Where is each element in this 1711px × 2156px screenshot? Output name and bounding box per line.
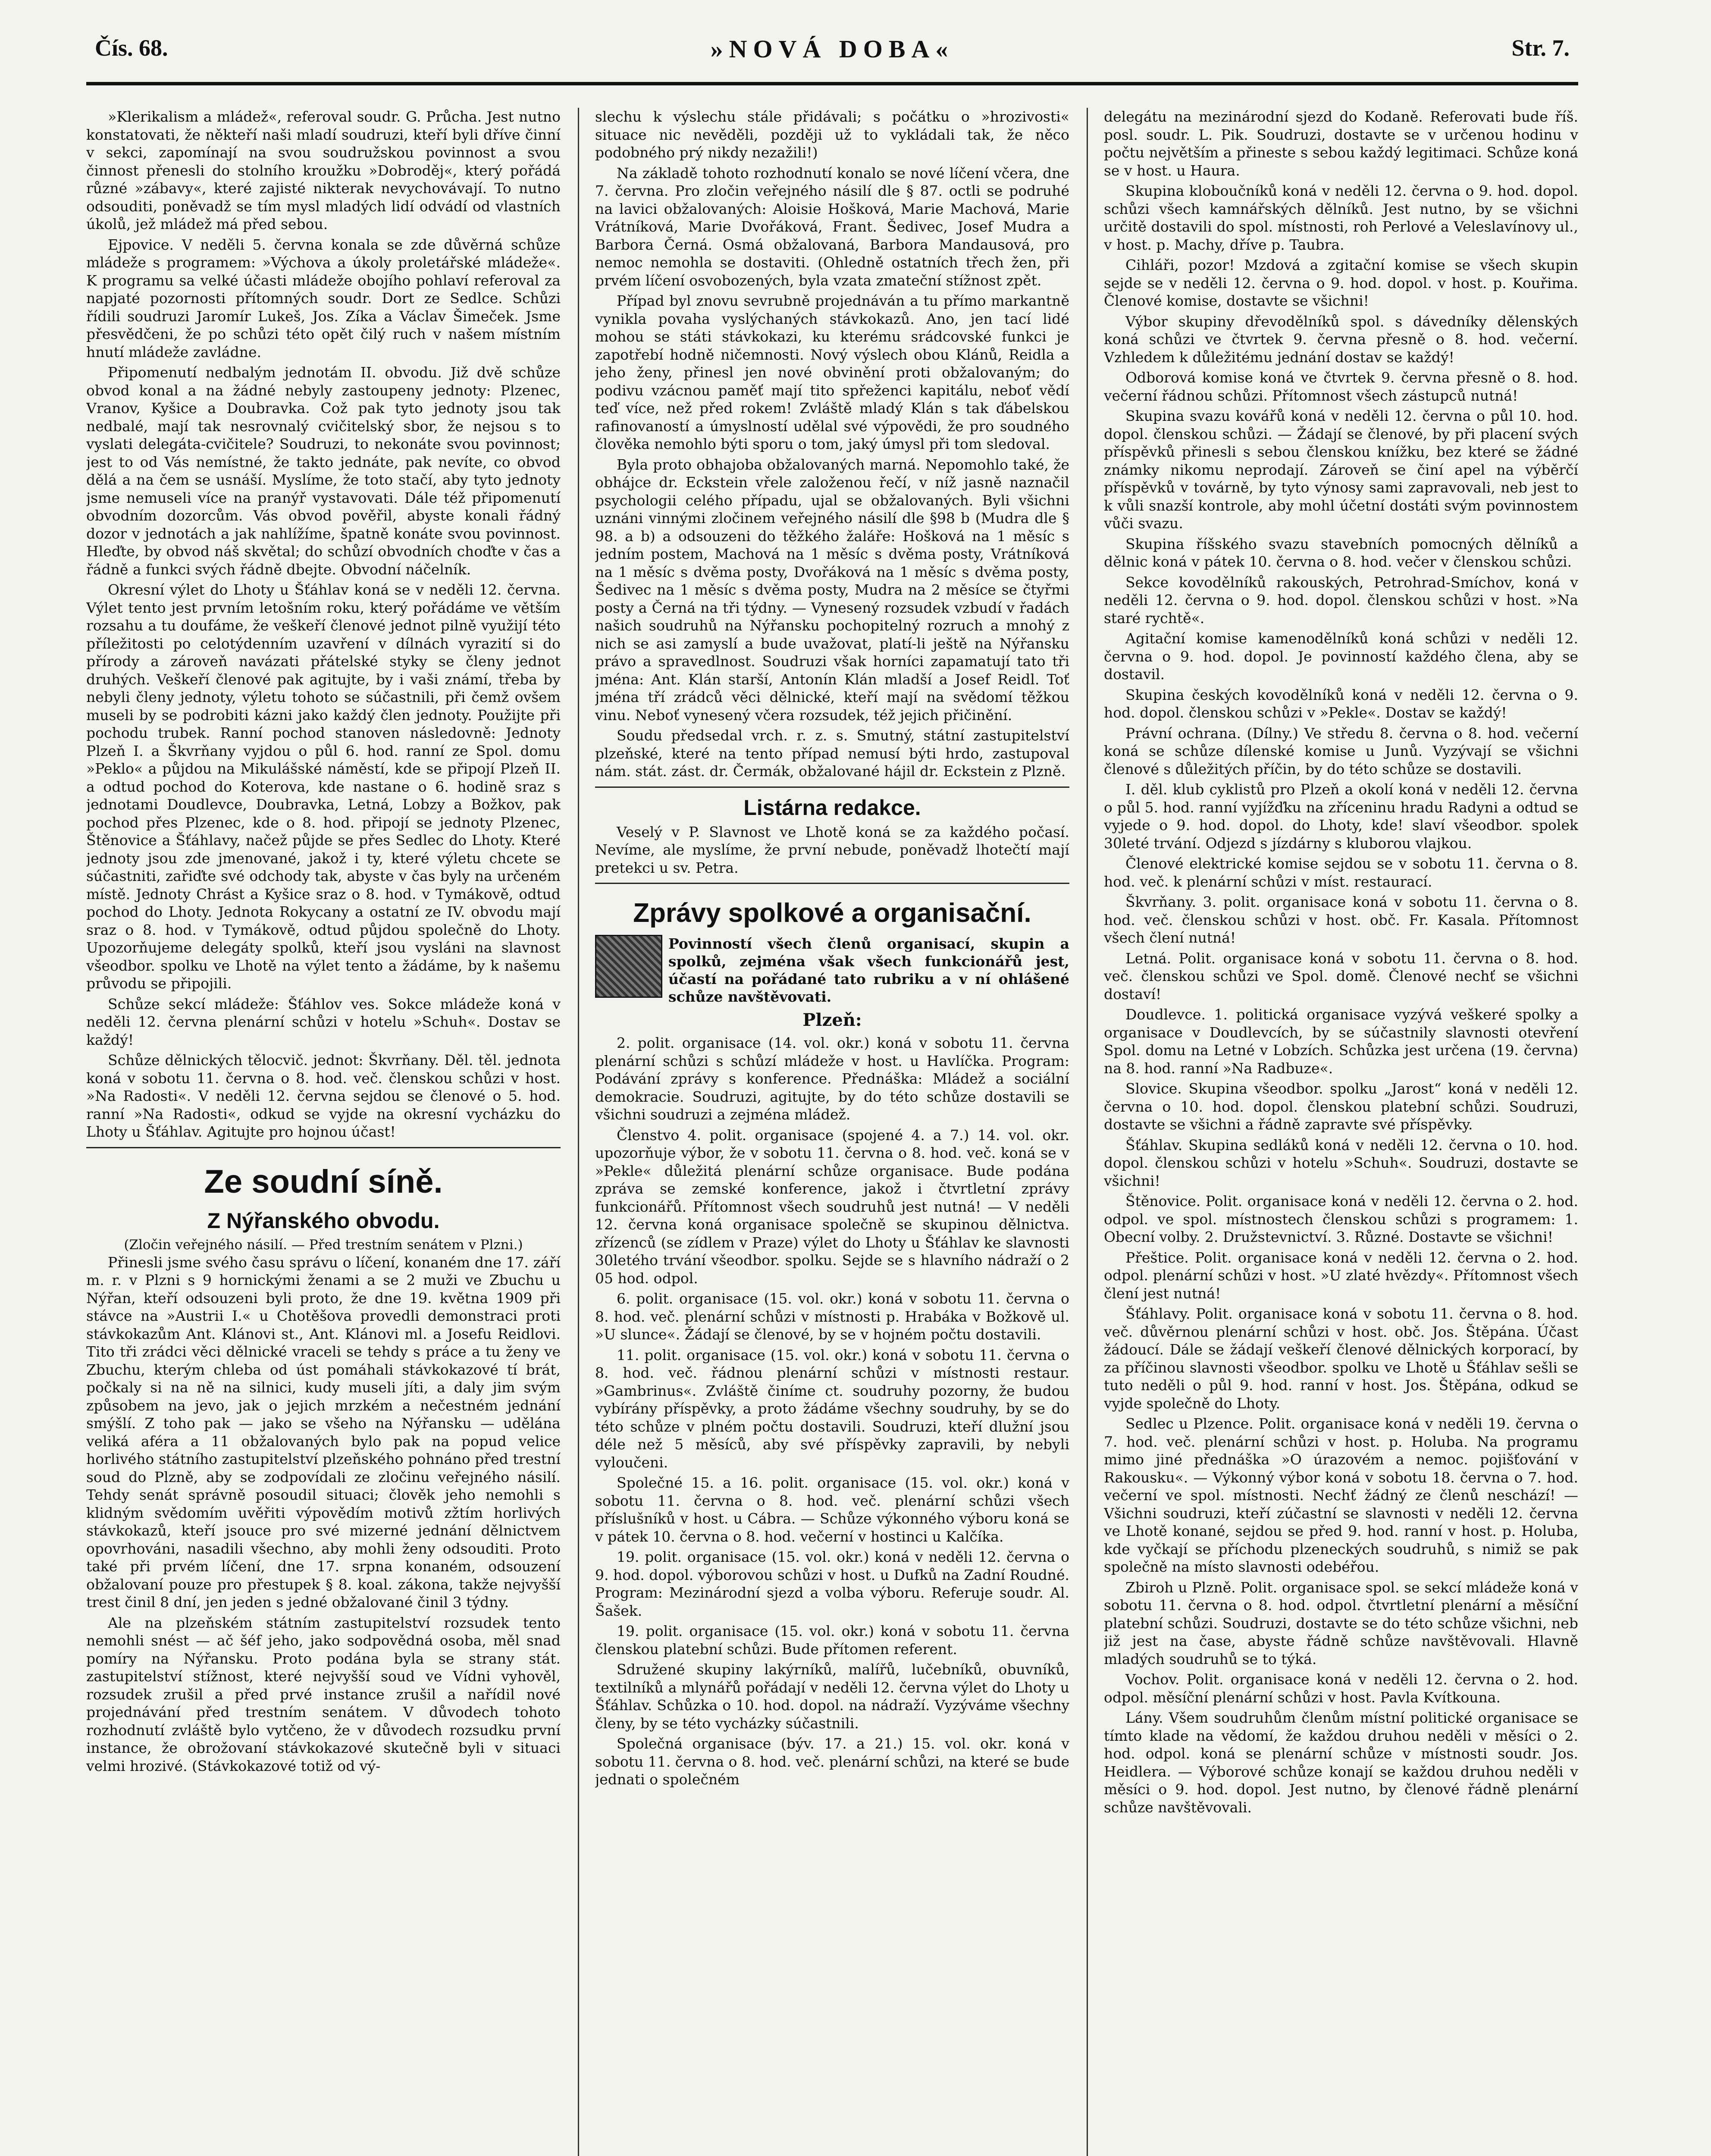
article-heading: Z Nýřanského obvodu. — [207, 1208, 440, 1233]
article-paragraph: Šťáhlavy. Polit. organisace koná v sobotu 11. června o 8. hod. več. důvěrnou plenární schůzi v host. obč. Jos. Štěpána. Účast žádoucí. Dále se žádají veškeří členové dělnických korporací, by za příčinou slavnosti všeodbor. spolku ve Lhotě u Šťáhlav sešli se tuto neděli o půl 9. hod. ranní v host. Jos. Štěpána, odkud se vyjde společně do Lhoty. — [1104, 1305, 1578, 1412]
column-divider — [578, 108, 579, 2156]
article-paragraph: Sekce kovodělníků rakouských, Petrohrad-Smíchov, koná v neděli 12. června o 9. hod. dopol. členskou schůzi v host. »Na staré rychtě«. — [1104, 573, 1578, 627]
section-heading: Listárna redakce. — [743, 795, 921, 820]
article-paragraph: Sedlec u Plzence. Polit. organisace koná v neděli 19. června o 7. hod. več. plenární schůzi v host. p. Holuba. Na programu mimo jiné přednáška »O úrazovém a nemoc. pojišťování v Rakousku«. — Výkonný výbor koná v sobotu 18. června o 7. hod. večerní ve spol. místnosti. Nechť žádný ze členů neschází! — Všichni soudruzi, kteří zúčastní se slavnosti v neděli 12. června ve Lhotě konané, sejdou se před 9. hod. ranní v host. p. Holuba, kde vyčkají se příchodu plzeneckých soudruhů, s nimiž se pak společně na místo slavnosti odebéřou. — [1104, 1415, 1578, 1575]
article-paragraph: Sdružené skupiny lakýrníků, malířů, lučebníků, obuvníků, textilníků a mlynářů pořádají v neděli 12. června výlet do Lhoty u Šťáhlav. Schůzka o 10. hod. dopol. na nádraží. Vyzýváme všechny členy, by se této vycházky súčastnili. — [595, 1661, 1069, 1732]
article-paragraph: Členové elektrické komise sejdou se v sobotu 11. června o 8. hod. več. k plenární schůzi v míst. restaurací. — [1104, 855, 1578, 890]
header-rule — [86, 82, 1578, 85]
section-heading: Ze soudní síně. — [204, 1163, 443, 1200]
article-paragraph: Ale na plzeňském státním zastupitelství rozsudek tento nemohli snést — ač šéf jeho, jako sodpovědná osoba, měl snad pomíry na Nýřansku. Proto podána byla se strany stát. zastupitelství stížnost, které nejvyšší soud ve Vídni vyhověl, rozsudek zrušil a před prvé instance zrušil a nařídil nové projednávání před trestním senátem. V důvodech tohoto rozhodnutí zvláště bylo vytčeno, že v důvodech rozsudku první instance, že obrožovaní stávkokazové skutečně byli v situaci velmi hrozivé. (Stávkokazové totiž od vý- — [86, 1614, 561, 1774]
section-rule — [595, 883, 1069, 884]
page-number: Str. 7. — [1511, 35, 1570, 61]
article-paragraph: Odborová komise koná ve čtvrtek 9. června přesně o 8. hod. večerní řádnou schůzi. Přítomnost všech zástupců nutná! — [1104, 369, 1578, 404]
article-paragraph: 19. polit. organisace (15. vol. okr.) koná v neděli 12. června o 9. hod. dopol. výborovou schůzi v host. u Dufků na Zadní Roudné. Program: Mezinárodní sjezd a volba výboru. Referuje soudr. Al. Šašek. — [595, 1548, 1069, 1619]
article-paragraph: Škvrňany. 3. polit. organisace koná v sobotu 11. června o 8. hod. več. členskou schůzi v host. obč. Fr. Kasala. Přítomnost všech člení nutná! — [1104, 893, 1578, 946]
article-paragraph: Právní ochrana. (Dílny.) Ve středu 8. června o 8. hod. večerní koná se schůze dílenské komise u Junů. Vyzývají se všichni členové s důležitých příčin, by do této schůze se dostavili. — [1104, 724, 1578, 777]
article-paragraph: Přinesli jsme svého času správu o líčení, konaném dne 17. září m. r. v Plzni s 9 hornickými ženami a se 2 muži ve Zbuchu u Nýřan, kteří odsouzeni byli proto, že dne 19. května 1909 při stávce na »Austrii I.« u Chotěšova provedli demonstraci proti stávkokazům Ant. Klánovi st., Ant. Klánovi ml. a Josefu Reidlovi. Tito tři zrádci věci dělnické vraceli se tehdy s práce a tu ženy ve Zbuchu, kterým chleba od úst pomáhali stávkokazové tí brát, počkaly si na ně na silnici, kudy museli jíti, a daly jim svým způsobem na jevo, jak o jejich mrzkém a nečestném jednání smýšlí. Z toho pak — jako se všeho na Nýřansku — udělána veliká aféra a 11 obžalovaných bylo pak na popud velice horlivého státního zastupitelství plzeňského pohnáno před trestní soud do Plzně, aby se zodpovídali ze zločinu veřejného násilí. Tehdy senát správně posoudil situaci; člověk jeho nemohli s klidným svědomím uvěřiti výpovědím motivů zžtím horlivých stávkokazů, kteří jsouce pro své mizerné jednání dělnictvem opovrhováni, nasadili všechno, aby mohli ženy odsouditi. Proto také při prvém líčení, dne 17. srpna konaném, odsouzení obžalovaní pouze pro přestupek § 8. koal. zákona, takže nejvyšší trest činil 8 dní, jen jeden s jedné obžalované činil 3 týdny. — [86, 1253, 561, 1611]
article-paragraph: I. děl. klub cyklistů pro Plzeň a okolí koná v neděli 12. června o půl 5. hod. ranní vyjížďku na zříceninu hradu Radyni a odtud se vyjede o 9. hod. dopol. do Lhoty, kde! slaví všeodbor. spolek 30leté trvání. Odjezd s jízdárny s kluborou vlajkou. — [1104, 781, 1578, 852]
column-2 — [595, 108, 1069, 2156]
article-paragraph: Byla proto obhajoba obžalovaných marná. Nepomohlo také, že obhájce dr. Eckstein vřele založenou řečí, v níž jasně naznačil psychologii celého případu, ujal se obžalovaných. Byli všichni uznáni vinnými zločinem veřejného násilí dle §98 b (Mudra dle § 98. a b) a odsouzeni do těžkého žaláře: Hošková na 1 měsíc s jedním postem, Machová na 1 měsíc s dvěma posty, Vrátníková na 1 měsíc s dvěma posty, Dvořáková na 1 měsíc s dvěma posty, Šedivec na 1 měsíc s dvěma posty, Mudra na 2 měsíce se čtyřmi posty a Černá na tři týdny. — Vynesený rozsudek vzbudí v řadách našich soudruhů na Nýřansku pochopitelný rozruch a mnohý z nich se asi zamyslí a bude uvažovat, platí-li ještě na Nýřansku právo a spravedlnost. Soudruzi však horníci zapamatují tato tři jména: Ant. Klán starší, Antonín Klán mladší a Josef Reidl. Toť jména tří zrádců věci dělnické, kteří mají na svědomí těžkou vinu. Neboť vynesený včera rozsudek, též jejich přičinění. — [595, 456, 1069, 724]
article-paragraph: Přeštice. Polit. organisace koná v neděli 12. června o 2. hod. odpol. plenární schůzi v host. »U zlaté hvězdy«. Přítomnost všech člení jest nutná! — [1104, 1249, 1578, 1302]
column-divider — [1087, 108, 1088, 2156]
section-heading: Zprávy spolkové a organisační. — [633, 898, 1031, 928]
section-rule — [86, 1147, 561, 1148]
column-1 — [86, 108, 561, 2156]
issue-number: Čís. 68. — [95, 35, 168, 61]
page-header — [86, 17, 1578, 95]
article-paragraph: Členstvo 4. polit. organisace (spojené 4. a 7.) 14. vol. okr. upozorňuje výbor, že v sobotu 11. června o 8. hod. več. koná se v »Pekle« důležitá plenární schůze organisace. Bude podána zpráva se zemské konference, jakož i čtvrtletní zprávy funkcionářů. Přítomnost všech soudruhů jest nutná! — V neděli 12. června koná organisace společně se skupinou dělnictva. zřízenců (se zídlem v Praze) výlet do Lhoty u Šťáhlav ke slavnosti 30letého trvání všeodbor. spolku. Sejde se s hlavního nádraží o 2 05 hod. odpol. — [595, 1126, 1069, 1287]
newspaper-page — [86, 17, 1578, 2156]
article-paragraph: 6. polit. organisace (15. vol. okr.) koná v sobotu 11. června o 8. hod. več. plenární schůzi v místnosti p. Hrabáka v Božkově ul. »U slunce«. Žádají se členové, by se v hojném počtu dostavili. — [595, 1290, 1069, 1343]
article-paragraph: delegátu na mezinárodní sjezd do Kodaně. Referovati bude říš. posl. soudr. L. Pik. Soudruzi, dostavte se v určenou hodinu v počtu největším a přineste s sebou každý legitimaci. Schůze koná se v host. u Haura. — [1104, 108, 1578, 179]
article-paragraph: Cihláři, pozor! Mzdová a zgitační komise se všech skupin sejde se v neděli 12. června o 9. hod. dopol. v host. p. Kouřima. Členové komise, dostavte se všichni! — [1104, 257, 1578, 309]
article-paragraph: 11. polit. organisace (15. vol. okr.) koná v sobotu 11. června o 8. hod. več. řádnou plenární schůzi v místnosti restaur. »Gambrinus«. Zvláště činíme ct. soudruhy pozorny, že budou vybírány příspěvky, a proto žádáme všechny soudruhy, by se do této schůze v plném počtu dostavili. Soudruzi, kteří dlužní jsou déle než 5 měsíců, aby své příspěvky zapravili, by nebyli vyloučeni. — [595, 1346, 1069, 1471]
article-paragraph: Vochov. Polit. organisace koná v neděli 12. června o 2. hod. odpol. měsíční plenární schůzi v host. Pavla Kvítkouna. — [1104, 1671, 1578, 1706]
article-paragraph: Skupina říšského svazu stavebních pomocných dělníků a dělnic koná v pátek 10. června o 8. hod. večer v členskou schůzi. — [1104, 535, 1578, 570]
article-paragraph: Slovice. Skupina všeodbor. spolku „Jarost“ koná v neděli 12. června o 10. hod. dopol. členskou platební schůzi. Soudruzi, dostavte se všichni a řádně zapravte své příspěvky. — [1104, 1080, 1578, 1133]
article-paragraph: Schůze dělnických tělocvič. jednot: Škvrňany. Děl. těl. jednota koná v sobotu 11. června o 8. hod. več. členskou schůzi v host. »Na Radosti«. V neděli 12. června sejdou se členové o 5. hod. ranní »Na Radosti«, odkud se vyjde na okresní vycházku do Lhoty u Šťáhlav. Agitujte pro hojnou účast! — [86, 1052, 561, 1140]
masthead-title: »NOVÁ DOBA« — [710, 35, 954, 63]
article-paragraph: Okresní výlet do Lhoty u Šťáhlav koná se v neděli 12. června. Výlet tento jest prvním letošním roku, který pořádáme ve větším rozsahu a tu doufáme, že veškeří členové jednot pilně využijí této příležitosti po celotýdenním uzavření v dílnách vyrazití si do přírody a zároveň navázati přátelské styky se členy jednot druhých. Veškeří členové pak agitujte, by i vaši známí, třeba by nebyli členy jednoty, výletu tohoto se súčastnili, při čemž ovšem museli by se podrobiti kázni jako každý člen jednoty. Použijte při pochodu trubek. Ranní pochod stanoven následovně: Jednoty Plzeň I. a Škvrňany vyjdou o půl 6. hod. ranní ze Spol. domu »Peklo« a půjdou na Mikulášské náměstí, kde se připojí Plzeň II. a odtud pochod do Koterova, kde nastane o 6. hodině sraz s jednotami Doudlevce, Doubravka, Letná, Lobzy a Božkov, pak pochod přes Plzenec, kde o 8. hod. připojí se jednoty Plzenec, Štěnovice a Šťáhlavy, načež půjde se přes Sedlec do Lhoty. Které jednoty jsou zde jmenované, jakož i ty, které výletu chcete se súčastniti, zařiďte své odchody tak, abyste v čas byly na určeném místě. Jednoty Chrást a Kyšice sraz o 8. hod. v Tymákově, odtud pochod do Lhoty. Jednota Rokycany a ostatní ze IV. obvodu mají sraz o 8. hod. v Tymákově, odtud půjdou společně do Lhoty. Upozorňujeme delegáty spolků, kteří jsou vysláni na slavnost všeodbor. spolku ve Lhotě na výlet tento a žádáme, by k našemu průvodu se připojili. — [86, 581, 561, 992]
city-heading: Plzeň: — [802, 1010, 862, 1030]
article-paragraph: Společná organisace (býv. 17. a 21.) 15. vol. okr. koná v sobotu 11. června o 8. hod. več. plenární schůzi, na které se bude jednati o společném — [595, 1735, 1069, 1788]
article-paragraph: slechu k výslechu stále přidávali; s počátku o »hrozivosti« situace nic nevěděli, později už to vykládali tak, že něco podobného prý nikdy nezažili!) — [595, 108, 1069, 161]
article-paragraph: Agitační komise kamenodělníků koná schůzi v neděli 12. června o 9. hod. dopol. Je povinností každého člena, aby se dostavil. — [1104, 630, 1578, 683]
article-paragraph: Na základě tohoto rozhodnutí konalo se nové líčení včera, dne 7. června. Pro zločin veřejného násilí dle § 87. octli se podruhé na lavici obžalovaných: Aloisie Hošková, Marie Machová, Marie Vrátníková, Marie Dvořáková, Frant. Šedivec, Josef Mudra a Barbora Černá. Osmá obžalovaná, Barbora Mandausová, pro nemoc nemohla se dostaviti. (Ohledně ostatních třech žen, při prvém líčení osvobozených, byla vzata zmateční stížnost zpět. — [595, 164, 1069, 289]
article-paragraph: Veselý v P. Slavnost ve Lhotě koná se za každého počasí. Nevíme, ale myslíme, že první nebude, poněvadž lhotečtí mají pretekci u sv. Petra. — [595, 823, 1069, 876]
article-paragraph: Doudlevce. 1. politická organisace vyzývá veškeré spolky a organisace v Doudlevcích, by se súčastnily slavnosti otevření Spol. domu na Letné v Lobzích. Schůzka jest určena (19. června) na 8. hod. ranní »Na Radbuze«. — [1104, 1006, 1578, 1077]
emblem-icon — [595, 935, 662, 998]
section-rule — [595, 787, 1069, 788]
article-paragraph: 19. polit. organisace (15. vol. okr.) koná v sobotu 11. června členskou platební schůzi. Bude přítomen referent. — [595, 1623, 1069, 1658]
notice-text: Povinností všech členů organisací, skupin a spolků, zejména však všech funkcionářů jest, účastí na pořádané tato rubriku a v ní ohlášené schůze navštěvovati. — [668, 935, 1069, 1005]
article-paragraph: Společné 15. a 16. polit. organisace (15. vol. okr.) koná v sobotu 11. června o 8. hod. več. plenární schůzi všech příslušníků v host. u Cábra. — Schůze výkonného výboru koná se v pátek 10. června o 8. hod. večerní v hostinci u Kalčíka. — [595, 1474, 1069, 1545]
article-paragraph: Skupina kloboučníků koná v neděli 12. června o 9. hod. dopol. schůzi všech kamnářských dělníků. Jest nutno, by se všichni určitě dostavili do spol. místnosti, roh Perlové a Veleslavínovy ul., v host. p. Machy, dříve p. Taubra. — [1104, 182, 1578, 253]
article-paragraph: Štěnovice. Polit. organisace koná v neděli 12. června o 2. hod. odpol. ve spol. místnostech členskou schůzi s programem: 1. Obecní volby. 2. Družstevnictví. 3. Různé. Dostavte se všichni! — [1104, 1193, 1578, 1245]
article-paragraph: Skupina českých kovodělníků koná v neděli 12. června o 9. hod. dopol. členskou schůzi v »Pekle«. Dostav se každý! — [1104, 686, 1578, 721]
article-paragraph: Schůze sekcí mládeže: Šťáhlov ves. Sokce mládeže koná v neděli 12. června plenární schůzi v hotelu »Schuh«. Dostav se každý! — [86, 995, 561, 1048]
notice-box — [595, 935, 1069, 1006]
article-paragraph: Zbiroh u Plzně. Polit. organisace spol. se sekcí mládeže koná v sobotu 11. června o 8. hod. odpol. čtvrtletní plenární a měsíční platební schůzi. Soudruzi, dostavte se do této schůze všichni, neb již jest na čase, abyste řádně schůze navštěvovali. Hlavně mladých soudruhů se to týká. — [1104, 1579, 1578, 1667]
article-paragraph: Letná. Polit. organisace koná v sobotu 11. června o 8. hod. več. členskou schůzi ve Spol. domě. Členové nechť se všichni dostaví! — [1104, 950, 1578, 1003]
article-paragraph: Výbor skupiny dřevodělníků spol. s dávedníky dělenských koná schůzi ve čtvrtek 9. června přesně o 8. hod. večerní. Vzhledem k důležitému jednání dostav se každý! — [1104, 313, 1578, 366]
article-paragraph: »Klerikalism a mládež«, referoval soudr. G. Průcha. Jest nutno konstatovati, že někteří naši mladí soudruzi, kteří byli dříve činní v sekci, zapomínají na svou soudružskou povinnost a svou činnost přenesli do stolního kroužku »Dobroděj«, který pořádá různé »zábavy«, které zajisté nikterak nevychovávají. To nutno odsouditi, poněvadž se tím mysl mladých lidí odvádí od vlastních úkolů, jež mládež má před sebou. — [86, 108, 561, 232]
article-paragraph: Ejpovice. V neděli 5. června konala se zde důvěrná schůze mládeže s programem: »Výchova a úkoly proletářské mládeže«. K programu sa velké účasti mládeže obojího pohlaví referoval za napjaté pozornosti přítomných soudr. Dort ze Sedlce. Schůzi řídili soudruzi Jaromír Lukeš, Jos. Zíka a Václav Šimeček. Jsme přesvědčeni, že po schůzi této opět čilý ruch v našem místním hnutí mládeže zavládne. — [86, 236, 561, 360]
article-paragraph: Případ byl znovu sevrubně projednáván a tu přímo markantně vynikla povaha vyslýchaných stávkokazů. Ano, jen tací lidé mohou se státi stávkokazi, ku kterému srádcovské funkci je zapotřebí hodně ničemnosti. Nový výslech obou Klánů, Reidla a jeho ženy, přinesl jen nové obvinění proti obžalovaným; do podivu vzácnou paměť mají tito spřeženci kapitálu, neboť vědí teď více, než před rokem! Zvláště mladý Klán s tak ďábelskou rafinovaností a úmyslností udělal své výpovědi, že pro soudného člověka nemohlo býti sporu o tom, jaký úmysl při tom sledoval. — [595, 292, 1069, 452]
article-paragraph: Šťáhlav. Skupina sedláků koná v neděli 12. června o 10. hod. dopol. členskou schůzi v hotelu »Schuh«. Soudruzi, dostavte se všichni! — [1104, 1136, 1578, 1189]
article-paragraph: 2. polit. organisace (14. vol. okr.) koná v sobotu 11. června plenární schůzi s schůzí mládeže v host. u Havlíčka. Program: Podávání zprávy s konference. Přednáška: Mládež a sociální demokracie. Soudruzi, agitujte, by do této schůze dostavili se všichni soudruzi a zejména mládež. — [595, 1034, 1069, 1123]
article-paragraph: Skupina svazu kovářů koná v neděli 12. června o půl 10. hod. dopol. členskou schůzi. — Žádají se členové, by při placení svých příspěvků přinesli s sebou členskou knížku, bez které se žádné známky nikomu neprodají. Zároveň se činí apel na výběrčí příspěvků v továrně, by tyto výnosy sami zapravovali, neb jest to k vůli snazší kontrole, aby mohl účetní dostáti svým povinnostem vůči svazu. — [1104, 407, 1578, 532]
column-3 — [1104, 108, 1578, 2156]
article-paragraph: Soudu předsedal vrch. r. z. s. Smutný, státní zastupitelství plzeňské, které na tento případ nemusí býti hrdo, zastupoval nám. stát. zást. dr. Čermák, obžalované hájil dr. Eckstein z Plzně. — [595, 727, 1069, 780]
article-subheading: (Zločin veřejného násilí. — Před trestním senátem v Plzni.) — [124, 1237, 523, 1253]
article-paragraph: Lány. Všem soudruhům členům místní politické organisace se tímto klade na vědomí, že každou druhou neděli v měsíci o 2. hod. odpol. koná se plenární schůze v místnosti soudr. Jos. Heidlera. — Výborové schůze konají se každou druhou neděli v měsíci o 9. hod. dopol. Jest nutno, by členové řádně plenární schůze navštěvovali. — [1104, 1709, 1578, 1816]
article-paragraph: Připomenutí nedbalým jednotám II. obvodu. Již dvě schůze obvod konal a na žádné nebyly zastoupeny jednoty: Plzenec, Vranov, Kyšice a Doubravka. Což pak tyto jednoty jsou tak nedbalé, mají tak nesrovnalý cvičitelský sbor, že nejsou s to vyslati delegáta-cvičitele? Soudruzi, to nekonáte svou povinnost; jest to od Vás nemístné, že takto jednáte, pak nevíte, co obvod dělá a na čem se usnáší. Myslíme, že toto stačí, aby tyto jednoty jsme nemuseli více na pranýř vystavovati. Dále též připomenutí obvodním dozorcům. Vás obvod pověřil, abyste konali řádný dozor v jednotách a jak nahlížíme, špatně konáte svou povinnost. Hleďte, by obvod náš skvětal; do schůzí obvodních choďte v čas a řádně a funkci svých řádně dbejte. Obvodní náčelník. — [86, 364, 561, 578]
